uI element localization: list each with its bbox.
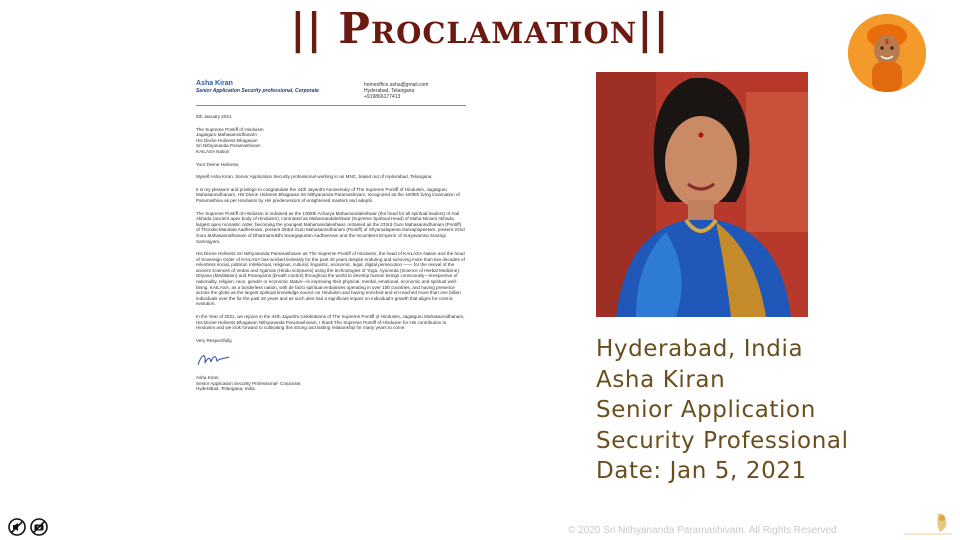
signature-icon (196, 349, 232, 369)
recipient-line: The Supreme Pontiff of Hinduism (196, 126, 264, 132)
recipient-line: KAILASA Nation (196, 148, 230, 154)
info-role-line2: Security Professional (596, 427, 849, 454)
media-icons (8, 518, 48, 536)
info-block (596, 334, 956, 487)
contact-email: homeoffice.asha@gmail.com (364, 82, 429, 88)
letter-recipient (196, 127, 466, 155)
page-title: || Proclamation|| (290, 4, 670, 53)
footer-line: Asha Kiran, (196, 375, 220, 380)
letter-paragraph: His Divine Holiness Sri Nithyananda Paramashivam as The Supreme Pontiff of Hinduism, the head of KAILASA Nation and the head of Sovereign Order of KAILASA has worked tirelessly for the past 40 years despite enduring and surviving more than two decades of relentless social, political, intellectual, religious, cultural, linguistic, economic, legal, digital persecution —— for the revival of the ancient sciences of Vedas and Agamas (Hindu scriptures) using the technologies of Yoga, Ayurveda (Science of Herbal Medicine), Dhyana (Meditation) and Pranayama (breath control) throughout the world to develop human beings consciously—irrespective of nationality, religion, race, gender or economic status—in improving their physical, mental, emotional, economic and spiritual well-being. KAILASA, as a borderless nation, with de facto spiritual embassies operating in over 100 countries, and having presence across the globe as the largest spiritual knowledge source on Hinduism and having enriched and en-reached more than one billion individuals over the for the past 26 years and as such also had a significant impact on individual's growth that aligns for cosmic evolution. (196, 251, 465, 307)
info-date: Date: Jan 5, 2021 (596, 458, 807, 484)
letter-closing: Very Respectfully, (196, 337, 233, 343)
contact-city: Hyderabad, Telangana (364, 88, 415, 94)
letter-footer (196, 375, 466, 392)
no-camera-icon[interactable] (30, 518, 48, 536)
recipient-line: His Divine Holiness Bhagavan (196, 137, 258, 143)
letter-paragraph: The Supreme Pontiff of Hinduism is ordained as the 1008th Acharya Mahamandaleshwar (the head for all spiritual leaders) of Atal Akhada (ancient apex body of Hinduism), coronated as Mahamandaleshwar (Supreme Spiritual Head) of Maha Nirvani Akhada, largest apex monastic order, becoming the youngest Mahamandaleshwar, ordained as the 233rd Guru Mahasannidhanam (Pontiff) of Thondai Mandala Aadheenam, present 293rd Guru Mahasannidhanam (Pontiff) of Shyamalapeeta Sarvajnapeetam, present 22nd Guru Mahasannidhanam of Dharmamukthi Swargapuram Aadheenam and the Incumbent Emperor of Suryavamsa Surangi Samrajyam. (196, 210, 465, 244)
footer-line: Senior Application Security Professional- Corporate, (196, 380, 302, 386)
recipient-line: Sri Nithyananda Paramashivam (196, 143, 261, 149)
guru-portrait-icon (848, 14, 926, 92)
no-audio-icon[interactable] (8, 518, 26, 536)
footer-line: Hyderabad, Telangana, India. (196, 386, 256, 392)
person-photo (596, 72, 808, 317)
info-name: Asha Kiran (596, 366, 726, 393)
letter-intro: Myself Asha Kiran, Senior Application Security professional working in an MNC, based out of Hyderabad, Telangana. (196, 174, 433, 180)
letter-paragraph: It is my pleasure and privilege to congratulate the 44th Jayanthi Anniversary of The Supreme Pontiff of Hinduism, Jagatguru Mahasannidhanam, His Divine Holiness Bhagavan Sri Nithyananda Paramashivam, recognized as the 1008th living incarnation of Paramashiva as per Hinduism by His predecessors of enlightened masters and adepts. (196, 186, 460, 203)
kailasa-logo-icon (900, 510, 956, 540)
letter-divider (196, 105, 466, 106)
letter-salutation: Your Divine Holiness, (196, 161, 240, 167)
contact-phone: +919866177413 (364, 94, 401, 100)
letter-sender-name: Asha Kiran (196, 80, 233, 87)
letter-paragraph: In the Year of 2021, we rejoice in the 44th Jayanthi Celebrations of The Supreme Pontiff of Hinduism, Jagatguru Mahasannidhanam, His Divine Holiness Bhagavan Nithyananda Paramashivam. I thank The Supreme Pontiff of Hinduism for His contribution to Hinduism and we look forward to cultivating this strong and lasting relationship for many years to come. (196, 314, 465, 331)
copyright-text: © 2020 Sri Nithyananda Paramashivam. All Rights Reserved (568, 525, 837, 536)
letter-date: 5th January 2021 (196, 114, 232, 119)
letter-document (196, 80, 466, 500)
letter-contact (364, 82, 456, 100)
info-role-line1: Senior Application (596, 397, 816, 423)
recipient-line: Jagatguru Mahasannidhanam (196, 132, 257, 138)
letter-sender-role: Senior Application Security professional, Corporate (196, 88, 319, 94)
info-location: Hyderabad, India (596, 336, 804, 362)
